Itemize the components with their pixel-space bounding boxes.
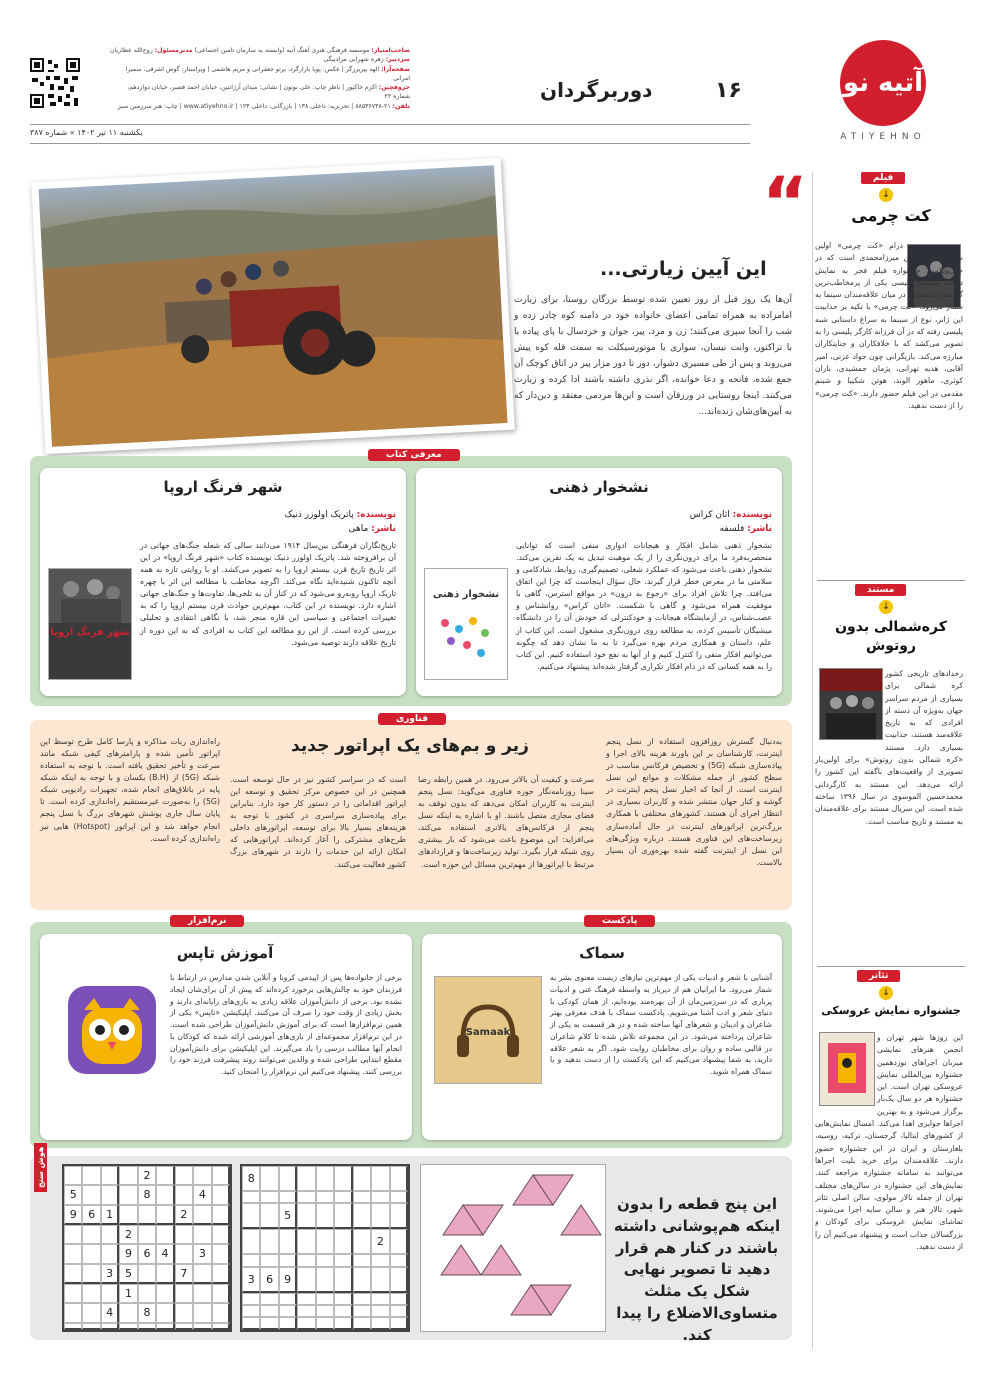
sudoku-cell[interactable] bbox=[353, 1229, 371, 1254]
book-author: نویسنده: اثان کراس bbox=[689, 510, 772, 520]
sudoku-cell[interactable] bbox=[353, 1267, 371, 1293]
sudoku-cell[interactable] bbox=[390, 1191, 408, 1203]
book-card-right bbox=[416, 468, 782, 696]
sudoku-cell[interactable] bbox=[138, 1225, 156, 1244]
sudoku-cell[interactable] bbox=[242, 1293, 260, 1305]
sudoku-cell[interactable] bbox=[82, 1185, 100, 1204]
sudoku-cell[interactable] bbox=[175, 1185, 193, 1204]
sudoku-cell[interactable] bbox=[156, 1205, 174, 1225]
sudoku-cell[interactable] bbox=[193, 1166, 211, 1185]
section-title: دوربرگردان bbox=[540, 78, 653, 102]
book-body: نشخوار ذهنی شامل افکار و هیجانات ادواری منفی است که توانایی منحصربه‌فرد ما برای درون‌نگری را از یک موهبت تبدیل به یک نفرین می‌کند. نشخوار ذهنی باعث می‌شود که عملکرد شغلی، تصمیم‌گیری، روابط، شادکامی و سلامتی ما در معرض خطر قرار گیرند. حال سؤال اینجاست که چرا این اتفاق می‌افتد. چرا تلاش افراد برای «رجوع به درون» در مواقع استرس، گاهی با موفقیت همراه می‌شود و گاهی با شکست. «اتان کراس» روانشناس و عصب‌شناس، در آزمایشگاه هیجانات و خودکنترلی که خودش آن را در دانشگاه میشیگان تأسیس کرده، به مطالعه روی درون‌نگری مشغول است. این کتاب از علم، داستان و همکاری مردم بهره می‌گیرد تا به ما نشان دهد که چگونه می‌توانیم افکار منفی را کنترل کنیم و از آنها به نفع خود استفاده کنیم. این کتاب را به همه کسانی که در دام افکار تکراری گرفتار شده‌اند پیشنهاد می‌کنیم. bbox=[516, 541, 772, 671]
sudoku-cell[interactable]: 5 bbox=[119, 1264, 137, 1284]
sudoku-cell[interactable] bbox=[390, 1293, 408, 1305]
sudoku-cell[interactable] bbox=[260, 1305, 278, 1317]
sudoku-cell[interactable] bbox=[101, 1185, 119, 1204]
podcast-cover-text: Samaak bbox=[465, 1027, 511, 1038]
software-tag: نرم‌افزار bbox=[170, 915, 244, 927]
sudoku-cell[interactable] bbox=[371, 1191, 389, 1203]
sudoku-cell[interactable] bbox=[316, 1191, 334, 1203]
qr-code-icon[interactable] bbox=[30, 58, 80, 108]
sudoku-cell[interactable]: 4 bbox=[156, 1244, 174, 1263]
sudoku-cell[interactable] bbox=[175, 1225, 193, 1244]
sudoku-cell[interactable]: 6 bbox=[260, 1267, 278, 1293]
sudoku-cell[interactable]: 4 bbox=[193, 1185, 211, 1204]
sudoku-cell[interactable] bbox=[316, 1317, 334, 1330]
book-cover-title: شهر فرنگ اروپا bbox=[50, 627, 130, 638]
sudoku-cell[interactable] bbox=[371, 1254, 389, 1266]
sudoku-cell[interactable] bbox=[138, 1205, 156, 1225]
feature-photo bbox=[31, 158, 515, 454]
sudoku-cell[interactable]: 8 bbox=[138, 1185, 156, 1204]
sudoku-cell[interactable] bbox=[64, 1323, 82, 1330]
sudoku-cell[interactable] bbox=[212, 1284, 230, 1303]
sudoku-cell[interactable]: 7 bbox=[175, 1264, 193, 1284]
triangle-pieces-figure bbox=[420, 1164, 606, 1332]
sudoku-cell[interactable] bbox=[390, 1229, 408, 1254]
theater-tag: تئاتر bbox=[857, 970, 900, 982]
sudoku-cell[interactable] bbox=[316, 1254, 334, 1266]
sudoku-cell[interactable] bbox=[82, 1303, 100, 1322]
sudoku-cell[interactable]: 9 bbox=[64, 1205, 82, 1225]
sudoku-cell[interactable] bbox=[212, 1166, 230, 1185]
sudoku-cell[interactable] bbox=[390, 1267, 408, 1293]
sudoku-cell[interactable] bbox=[82, 1323, 100, 1330]
logo-latin-text: ATIYEHNO bbox=[840, 132, 926, 142]
sudoku-cell[interactable] bbox=[242, 1203, 260, 1229]
sudoku-cell[interactable] bbox=[297, 1229, 315, 1254]
sudoku-cell[interactable] bbox=[82, 1284, 100, 1303]
masthead-line: صاحب‌امتیاز: موسسه فرهنگی هنری آهنگ آتیه (وابسته به سازمان تامین اجتماعی) مدیرمسئول: روح‌الله عطاریان bbox=[110, 47, 410, 54]
sudoku-cell[interactable]: 3 bbox=[242, 1267, 260, 1293]
sudoku-cell[interactable] bbox=[156, 1264, 174, 1284]
puzzle-question: این پنج قطعه را بدون اینکه هم‌پوشانی داشته باشند در کنار هم قرار دهید تا تصویر نهایی شکل یک مثلث متساوی‌الاضلاع را پیدا کند. bbox=[613, 1195, 781, 1344]
sudoku-cell[interactable] bbox=[175, 1244, 193, 1263]
sudoku-cell[interactable] bbox=[156, 1185, 174, 1204]
sudoku-cell[interactable] bbox=[297, 1254, 315, 1266]
sudoku-cell[interactable] bbox=[82, 1166, 100, 1185]
sudoku-cell[interactable] bbox=[212, 1205, 230, 1225]
podcast-cover bbox=[434, 976, 542, 1084]
sudoku-cell[interactable] bbox=[175, 1303, 193, 1322]
puzzles-tag: هوش سنج bbox=[34, 1143, 47, 1192]
book-publisher: ناشر: ماهی bbox=[348, 524, 396, 534]
masthead-line: صفحه‌آرا: الهه پیربرزگر | عکس: پویا بازارگرد، پرتو جعفرانی و مریم هاشمی | ویراستار: گوش اشرفی، سمیرا امرانی bbox=[125, 65, 410, 82]
quote-mark-icon: “ bbox=[762, 162, 809, 244]
tech-col-2: سرعت و کیفیت آن بالاتر می‌رود. در همین رابطه رضا سینا روزنامه‌نگار حوزه فناوری می‌گوید: نسل پنجم اینترنت به کاربران امکان می‌دهد که بدون توقف به فضای مجازی متصل باشند. او با اشاره به اینکه نسل پنجم از فرکانس‌های بالاتری استفاده می‌کند، می‌افزاید: این موضوع باعث می‌شود که بار بیشتری روی شبکه قرار بگیرد. تولید زیرساخت‌ها و قراردادهای مرتبط با اپراتورها از مهم‌ترین مسائل این حوزه است. bbox=[418, 775, 594, 869]
sudoku-cell[interactable]: 2 bbox=[371, 1229, 389, 1254]
sudoku-cell[interactable] bbox=[353, 1254, 371, 1266]
sudoku-cell[interactable] bbox=[119, 1205, 137, 1225]
sudoku-cell[interactable] bbox=[279, 1254, 297, 1266]
sudoku-cell[interactable] bbox=[371, 1293, 389, 1305]
tractor-photo-illustration bbox=[39, 165, 508, 447]
feature-body: آن‌ها یک روز قبل از روز تعیین شده توسط بزرگان روستا، برای زیارت امامزاده به همراه تمامی اعضای خانواده خود در دامنه کوه چادر زده و شب را آنجا سپری می‌کنند؛ زن و مرد، پیر، جوان و خردسال با پای پیاده یا با تراکتور، وانت نیسان، سواری یا موتورسیکلت به سمت قله کوه پیش می‌روند و پس از طی مسیری دشوار، دور تا دور مزار پیر در اتاق کوچک آن جمع شده، فاتحه و دعا خوانده، اگر نذری داشته باشند ادا کرده و زیارت می‌کنند. اینجا روستایی در ورزقان است و این‌ها مردمی معتقد و دین‌دار که به آیین‌های‌شان زنده‌اند... bbox=[514, 295, 792, 418]
logo-mark: آتیه نو bbox=[840, 40, 926, 126]
tech-col-1: به‌دنبال گسترش روزافزون استفاده از نسل پنجم اینترنت، کارشناسان بر این باورند هزینه بالای اجرا و پیاده‌سازی شبکه (5G) و تخصیص فرکانس مناسب در سطح کشور از جمله مشکلات و موانع این نسل اینترنت است. از آنجا که اخبار نسل پنجم اینترنت در گوشه و کنار جهان منتشر شده و کاربران بسیاری در انتظار اجرای آن هستند، کشورهای مختلفی با همکاری بزرگ‌ترین اپراتورهای اینترنت در حال آماده‌سازی زیرساخت‌های این فناوری هستند. درباره ویژگی‌های این نسل از اینترنت گفته شده بهره‌وری آن بسیار بالاست. bbox=[606, 737, 782, 867]
sudoku-cell[interactable] bbox=[64, 1166, 82, 1185]
sudoku-cell[interactable] bbox=[316, 1229, 334, 1254]
dateline-divider bbox=[30, 143, 750, 144]
theater-body: این روزها شهر تهران و انجمن هنرهای نمایشی میزبان اجراهای نوزدهمین جشنواره بین‌المللی نمایش عروسکی تهران است. این جشنواره هر دو سال یک‌بار برگزار می‌شود و به بهترین اجراها جوایزی اهدا می‌کند. امسال نمایش‌هایی از کشورهای ایتالیا، گرجستان، ترکیه، روسیه، بلغارستان و ایران در این جشنواره حضور دارند. علاقه‌مندان برای خرید بلیت اجراها می‌توانند به سامانه جشنواره مراجعه کنند. نمایش‌های این جشنواره در سالن‌های مختلف تهران از جمله تالار مولوی، سالن اصلی تئاتر شهر، تالار هنر و سالن سایه اجرا می‌شوند. تماشای نمایش عروسکی برای کودکان و بزرگسالان جذاب است و پیشنهاد می‌کنیم آن را از دست ندهید. bbox=[815, 1033, 963, 1252]
sudoku-cell[interactable] bbox=[242, 1317, 260, 1330]
sudoku-cell[interactable]: 2 bbox=[175, 1205, 193, 1225]
sudoku-cell[interactable]: 1 bbox=[119, 1284, 137, 1303]
sudoku-cell[interactable] bbox=[334, 1293, 352, 1305]
masthead-line: حروفچین: اکرم خاکپور | ناظر چاپ: علی نوتون | نشانی: میدان آرژانتین، خیابان احمد قصیر، خیابان دوازدهم، شماره ۲۲ bbox=[127, 84, 410, 101]
sudoku-cell[interactable] bbox=[82, 1225, 100, 1244]
sudoku-cell[interactable] bbox=[138, 1284, 156, 1303]
sudoku-cell[interactable] bbox=[193, 1205, 211, 1225]
sudoku-cell[interactable] bbox=[297, 1191, 315, 1203]
sudoku-cell[interactable]: 5 bbox=[64, 1185, 82, 1204]
sudoku-cell[interactable] bbox=[390, 1166, 408, 1191]
book-body: تاریخ‌نگاران فرهنگی بین‌سال ۱۹۱۴ می‌دانند سالی که شعله جنگ‌های جهانی در آن برافروخته شد. پاتریک اولوزر ذنیک نویسنده کتاب «شهر فرنگ اروپا» در این اثر تاریخ تاریخ قرن بیستم اروپا را به تصویر می‌کشد. او با روایتی تازه به همه آنچه تاکنون شنیده‌اید نگاه می‌کند. اگرچه مخاطب با مطالعه این اثر با چهره تاریک اروپا روبه‌رو می‌شود که در کنار آن به تلخی‌ها، تفاوت‌ها و جنگ‌های جهانی اشاره دارد. نویسنده در این کتاب، مهم‌ترین حوادث قرن بیستم اروپا را که به تغییرات اجتماعی و سیاسی این قاره منجر شد، با نگاهی انتقادی و تحلیلی بررسی کرده است. از این رو مطالعه این کتاب به افرادی که به این دوره از تاریخ علاقه دارند توصیه می‌شود. bbox=[140, 541, 396, 647]
sudoku-cell[interactable]: 9 bbox=[119, 1244, 137, 1263]
tech-col-4: راه‌اندازی ربات مذاکره و پارسا کامل طرح توسط این اپراتور تأمین شده و پارامترهای کیفی شبکه مانند سرعت و تأخیر تحقیق یافته است. با توجه به استفاده شبکه (5G) از (B.H) یکسان و با توجه به اینکه شبکه پایه در باتلاق‌های انجام شده، تجهیزات رادیویی شبکه (5G) را به‌صورت غیرمستقیم راه‌اندازی کرده است. تا پایان سال جاری پوشش شهرهای بزرگ با نسل پنجم انجام خواهد شد و این اپراتور (Hotspot) هایی نیز راه‌اندازی کرده است. bbox=[40, 737, 220, 843]
masthead bbox=[110, 46, 410, 111]
down-arrow-icon: ↓ bbox=[879, 188, 893, 202]
sudoku-cell[interactable] bbox=[119, 1166, 137, 1185]
sudoku-cell[interactable]: 8 bbox=[242, 1166, 260, 1191]
sudoku-cell[interactable] bbox=[175, 1166, 193, 1185]
sudoku-cell[interactable] bbox=[119, 1303, 137, 1322]
tech-tag: فناوری bbox=[378, 713, 446, 725]
sudoku-cell[interactable] bbox=[334, 1166, 352, 1191]
sudoku-cell[interactable] bbox=[242, 1191, 260, 1203]
sudoku-cell[interactable] bbox=[353, 1203, 371, 1229]
sudoku-cell[interactable] bbox=[138, 1264, 156, 1284]
sudoku-cell[interactable] bbox=[64, 1303, 82, 1322]
sudoku-cell[interactable] bbox=[212, 1225, 230, 1244]
sudoku-cell[interactable] bbox=[316, 1267, 334, 1293]
sudoku-cell[interactable]: 1 bbox=[101, 1205, 119, 1225]
sudoku-cell[interactable] bbox=[138, 1323, 156, 1330]
podcast-tag: پادکست bbox=[584, 915, 655, 927]
sudoku-cell[interactable] bbox=[260, 1317, 278, 1330]
sudoku-cell[interactable] bbox=[260, 1191, 278, 1203]
page-number: ۱۶ bbox=[715, 78, 742, 103]
triangle-pieces-illustration bbox=[421, 1165, 605, 1331]
film-title: کت چرمی bbox=[851, 206, 931, 225]
sudoku-cell[interactable]: 6 bbox=[138, 1244, 156, 1263]
sudoku-cell[interactable] bbox=[212, 1264, 230, 1284]
sudoku-cell[interactable] bbox=[353, 1293, 371, 1305]
sudoku-cell[interactable] bbox=[119, 1185, 137, 1204]
sudoku-cell[interactable] bbox=[64, 1284, 82, 1303]
sudoku-cell[interactable] bbox=[156, 1166, 174, 1185]
sudoku-cell[interactable] bbox=[82, 1244, 100, 1263]
sudoku-cell[interactable] bbox=[371, 1267, 389, 1293]
book-card-left bbox=[40, 468, 406, 696]
sudoku-cell[interactable]: 4 bbox=[101, 1303, 119, 1322]
sudoku-cell[interactable] bbox=[101, 1166, 119, 1185]
sudoku-cell[interactable] bbox=[212, 1185, 230, 1204]
sudoku-cell[interactable] bbox=[353, 1166, 371, 1191]
sudoku-cell[interactable]: 2 bbox=[119, 1225, 137, 1244]
book-cover-title: نشخوار ذهنی bbox=[432, 589, 500, 600]
sudoku-cell[interactable] bbox=[260, 1254, 278, 1266]
sudoku-cell[interactable] bbox=[212, 1323, 230, 1330]
sudoku-cell[interactable] bbox=[279, 1191, 297, 1203]
sudoku-cell[interactable] bbox=[64, 1244, 82, 1263]
software-title: آموزش تاپس bbox=[176, 944, 274, 962]
right-column bbox=[812, 172, 968, 1349]
books-tag: معرفی کتاب bbox=[368, 449, 460, 461]
sudoku-cell[interactable] bbox=[371, 1305, 389, 1317]
series-divider bbox=[817, 966, 965, 967]
sudoku-cell[interactable] bbox=[193, 1225, 211, 1244]
sudoku-cell[interactable] bbox=[334, 1317, 352, 1330]
sudoku-cell[interactable] bbox=[353, 1317, 371, 1330]
sudoku-cell[interactable] bbox=[279, 1166, 297, 1191]
sudoku-cell[interactable] bbox=[260, 1203, 278, 1229]
sudoku-cell[interactable] bbox=[279, 1229, 297, 1254]
sudoku-cell[interactable] bbox=[242, 1254, 260, 1266]
sudoku-cell[interactable] bbox=[193, 1303, 211, 1322]
sudoku-cell[interactable] bbox=[279, 1293, 297, 1305]
sudoku-cell[interactable] bbox=[297, 1166, 315, 1191]
software-body: برخی از خانواده‌ها پس از اپیدمی کرونا و آنلاین شدن مدارس در ارتباط با فرزندان خود به چالش‌هایی برخورد کرده‌اند که پیش از آن برای‌شان ایجاد نشده بود. برخی از دانش‌آموزان علاقه زیادی به بازی‌های رایانه‌ای دارند و بخش زیادی از وقت خود را صرف آن می‌کنند. اپلیکیشن «تاپس» یکی از همین نرم‌افزارها است که برای آموزش دانش‌آموزان طراحی شده است. در این نرم‌افزار مجموعه‌ای از بازی‌های آموزشی ارائه شده که کودکان با انجام آنها مطالب درسی را یاد می‌گیرند. این اپلیکیشن برای دانش‌آموزان مقطع ابتدایی طراحی شده و والدین می‌توانند روند پیشرفت فرزند خود را بررسی کنند. پیشنهاد می‌کنیم این نرم‌افزار را امتحان کنید. bbox=[170, 973, 402, 1077]
book-publisher: ناشر: فلسفه bbox=[719, 524, 772, 534]
sudoku-grid-2[interactable] bbox=[240, 1164, 410, 1332]
sudoku-cell[interactable]: 5 bbox=[279, 1203, 297, 1229]
sudoku-cell[interactable] bbox=[371, 1166, 389, 1191]
sudoku-cell[interactable] bbox=[193, 1284, 211, 1303]
sudoku-cell[interactable] bbox=[260, 1293, 278, 1305]
sudoku-cell[interactable] bbox=[297, 1305, 315, 1317]
sudoku-cell[interactable]: 3 bbox=[101, 1264, 119, 1284]
sudoku-cell[interactable] bbox=[297, 1203, 315, 1229]
sudoku-cell[interactable] bbox=[64, 1264, 82, 1284]
book-cover bbox=[424, 568, 508, 680]
sudoku-cell[interactable] bbox=[334, 1191, 352, 1203]
feature-title: این آیین زیارتی... bbox=[600, 258, 767, 280]
sudoku-cell[interactable]: 9 bbox=[279, 1267, 297, 1293]
sudoku-cell[interactable] bbox=[279, 1317, 297, 1330]
sudoku-cell[interactable] bbox=[82, 1264, 100, 1284]
sudoku-cell[interactable] bbox=[297, 1293, 315, 1305]
cover-dots-illustration bbox=[425, 609, 507, 669]
sudoku-cell[interactable] bbox=[334, 1229, 352, 1254]
sudoku-cell[interactable] bbox=[119, 1323, 137, 1330]
down-arrow-icon: ↓ bbox=[879, 986, 893, 1000]
sudoku-cell[interactable] bbox=[353, 1305, 371, 1317]
book-title: شهر فرنگ اروپا bbox=[163, 478, 283, 496]
book-author: نویسنده: پاتریک اولوزر ذنیک bbox=[284, 510, 396, 520]
sudoku-cell[interactable] bbox=[156, 1323, 174, 1330]
tech-col-3: است که در سراسر کشور نیز در حال توسعه است. همچنین در این خصوص مرکز تحقیق و توسعه این اپراتور اقداماتی را در دستور کار خود دارد. بنابراین برای پیاده‌سازی سراسری در کشور با توجه به هزینه‌های بسیار بالا برای توسعه، اپراتورهای داخلی طرح‌های مشترکی را آغاز کرده‌اند. اپراتورهایی که امکان ارائه این خدمات را دارند در شهرهای بزرگ کشور فعالیت می‌کنند. bbox=[230, 775, 406, 869]
sudoku-cell[interactable] bbox=[371, 1317, 389, 1330]
sudoku-cell[interactable] bbox=[297, 1317, 315, 1330]
sudoku-cell[interactable] bbox=[260, 1166, 278, 1191]
down-arrow-icon: ↓ bbox=[879, 600, 893, 614]
sudoku-cell[interactable] bbox=[316, 1293, 334, 1305]
sudoku-cell[interactable] bbox=[101, 1284, 119, 1303]
sudoku-cell[interactable] bbox=[297, 1267, 315, 1293]
sudoku-cell[interactable] bbox=[101, 1244, 119, 1263]
sudoku-cell[interactable] bbox=[353, 1191, 371, 1203]
sudoku-cell[interactable] bbox=[316, 1166, 334, 1191]
sudoku-cell[interactable] bbox=[156, 1225, 174, 1244]
sudoku-grid-1[interactable] bbox=[62, 1164, 232, 1332]
software-card bbox=[40, 934, 412, 1140]
sudoku-cell[interactable] bbox=[212, 1303, 230, 1322]
sudoku-cell[interactable] bbox=[390, 1254, 408, 1266]
sudoku-cell[interactable] bbox=[193, 1264, 211, 1284]
newspaper-logo[interactable] bbox=[828, 40, 938, 150]
sudoku-cell[interactable] bbox=[390, 1305, 408, 1317]
sudoku-cell[interactable] bbox=[279, 1305, 297, 1317]
sudoku-cell[interactable]: 6 bbox=[82, 1205, 100, 1225]
tech-title: زیر و بم‌های یک اپراتور جدید bbox=[291, 736, 529, 756]
sudoku-cell[interactable] bbox=[156, 1303, 174, 1322]
podcast-body: آشنایی با شعر و ادبیات یکی از مهم‌ترین نیازهای زیست معنوی بشر به شمار می‌رود. ما ایرانیان هم از دیرباز به واسطه فرهنگ غنی و ادبیات پرباری که در سرزمین‌مان از آن بهره‌مند بوده‌ایم، از همان کودکی با دنیای شعر و ادب آشنا می‌شویم. پادکست سماک با هدف معرفی بهتر شاعران و ادیبان و شعرهای آنها ساخته شده و در هر قسمت به یکی از شاعران پرداخته می‌شود. در این مجموعه تلاش شده تا کلام شاعران در قالبی ساده و روان برای مخاطبان روایت شود. اگر به شعر علاقه دارید، به شما پیشنهاد می‌کنیم که این پادکست را از دست ندهید و با سماک همراه شوید. bbox=[550, 973, 772, 1077]
podcast-card bbox=[422, 934, 782, 1140]
film-tag: فیلم bbox=[861, 172, 905, 184]
sudoku-cell[interactable] bbox=[212, 1244, 230, 1263]
theater-title: جشنواره نمایش عروسکی bbox=[821, 1004, 961, 1017]
book-title: نشخوار ذهنی bbox=[549, 478, 649, 496]
sudoku-cell[interactable]: 8 bbox=[138, 1303, 156, 1322]
software-owl-icon bbox=[62, 980, 162, 1080]
sudoku-cell[interactable]: 2 bbox=[138, 1166, 156, 1185]
masthead-line: سردبیر: زهره شهرابی مرادبیگی bbox=[323, 56, 410, 64]
masthead-line: تلفن: ۲۱-۸۸۵۳۶۷۳۸ | تحریریه: داخلی ۱۳۸ | بازرگانی: داخلی ۱۲۳ | www.atiyehno.ir | چاپ: هنر سرزمین سبز bbox=[117, 102, 410, 110]
sudoku-cell[interactable] bbox=[316, 1305, 334, 1317]
film-body: درام «کت چرمی» اولین ساخته بلند حسین میرزامحمدی است که در چهل‌ویکمین جشنواره فیلم فجر به نمایش درآمد. سینمای پلیسی یکی از پرمخاطب‌ترین گونه‌های سینمایی در میان علاقه‌مندان سینما به شمار می‌رود. «کت چرمی» با تکیه بر جذابیت این ژانر، نوع از سینما به سراغ داستانی شبه پلیسی رفته که در آن فرزانه کارگر پلیسی را به تصویر می‌کشد که با خلافکاران و جنایتکاران مبارزه می‌کند. بازیگرانی چون جواد عزتی، امیر آقایی، هدیه تهرانی، پژمان جمشیدی، باران کوثری، ماهور الوند، هوتن شکیبا و شبنم مقدمی در این فیلم حضور دارند. «کت چرمی» را از دست ندهید. bbox=[815, 241, 963, 410]
sudoku-cell[interactable] bbox=[260, 1229, 278, 1254]
book-cover bbox=[48, 568, 132, 680]
sudoku-cell[interactable] bbox=[64, 1225, 82, 1244]
cover-photo-illustration bbox=[49, 569, 131, 623]
sudoku-cell[interactable] bbox=[175, 1284, 193, 1303]
header-divider bbox=[30, 124, 750, 125]
sudoku-cell[interactable] bbox=[334, 1267, 352, 1293]
series-tag: مستند bbox=[855, 584, 906, 596]
sudoku-cell[interactable] bbox=[390, 1203, 408, 1229]
film-divider bbox=[817, 580, 965, 581]
sudoku-cell[interactable] bbox=[242, 1305, 260, 1317]
sudoku-cell[interactable] bbox=[101, 1323, 119, 1330]
sudoku-cell[interactable] bbox=[390, 1317, 408, 1330]
sudoku-cell[interactable] bbox=[193, 1323, 211, 1330]
series-title: کره‌شمالی بدون روتوش bbox=[835, 619, 947, 654]
dateline: یکشنبه ۱۱ تیر ۱۴۰۲ » شماره ۳۸۷ bbox=[30, 128, 143, 137]
sudoku-cell[interactable] bbox=[242, 1229, 260, 1254]
sudoku-cell[interactable] bbox=[175, 1323, 193, 1330]
sudoku-cell[interactable] bbox=[101, 1225, 119, 1244]
series-body: رخدادهای تاریخی کشور کره شمالی برای بسیاری از مردم سراسر جهان به‌ویژه آن دسته از افرادی که به تاریخ علاقه‌مند هستند، جذابیت بسیاری دارد. مستند «کره شمالی بدون روتوش» برای اولین‌بار تصویری از واقعیت‌های ناگفته این کشور را ارائه می‌دهد. این مستند به کارگردانی محمدحسین الموسوی در سال ۱۳۹۶ ساخته شده است. این سریال مستند برای علاقه‌مندان به مستند و تاریخ مناسب است. bbox=[815, 669, 963, 826]
sudoku-cell[interactable]: 3 bbox=[193, 1244, 211, 1263]
sudoku-cell[interactable] bbox=[156, 1284, 174, 1303]
sudoku-cell[interactable] bbox=[334, 1254, 352, 1266]
sudoku-cell[interactable] bbox=[316, 1203, 334, 1229]
podcast-title: سماک bbox=[579, 944, 625, 962]
sudoku-cell[interactable] bbox=[334, 1203, 352, 1229]
sudoku-cell[interactable] bbox=[334, 1305, 352, 1317]
sudoku-cell[interactable] bbox=[371, 1203, 389, 1229]
